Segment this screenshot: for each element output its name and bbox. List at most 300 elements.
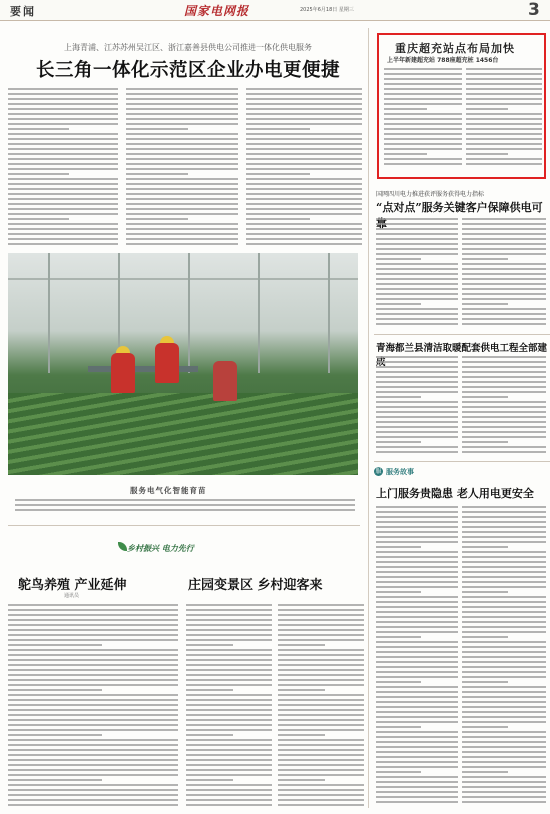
text-line xyxy=(186,799,272,801)
text-line xyxy=(376,253,458,255)
text-line xyxy=(462,366,546,368)
text-line xyxy=(8,784,178,786)
text-line xyxy=(462,376,546,378)
text-line xyxy=(278,764,364,766)
text-line xyxy=(376,366,458,368)
text-line xyxy=(376,651,458,653)
text-line xyxy=(466,158,542,160)
text-line xyxy=(376,721,458,723)
text-line xyxy=(376,233,458,235)
text-line xyxy=(126,148,238,150)
text-line xyxy=(462,268,546,270)
text-line xyxy=(376,661,458,663)
text-line xyxy=(462,323,546,325)
text-line xyxy=(8,178,118,180)
text-line xyxy=(466,113,542,115)
text-line xyxy=(462,616,546,618)
text-line xyxy=(186,694,272,696)
text-line xyxy=(462,288,546,290)
text-line xyxy=(246,183,362,185)
text-line xyxy=(462,526,546,528)
text-line xyxy=(246,118,362,120)
text-line xyxy=(8,764,178,766)
text-line xyxy=(246,153,362,155)
text-line xyxy=(8,699,178,701)
text-line xyxy=(462,396,508,398)
text-line xyxy=(186,719,272,721)
text-line xyxy=(126,213,238,215)
text-line xyxy=(462,621,546,623)
text-line xyxy=(186,709,272,711)
text-line xyxy=(186,704,272,706)
text-line xyxy=(466,118,542,120)
text-line xyxy=(384,78,462,80)
text-line xyxy=(462,661,546,663)
text-line xyxy=(462,298,546,300)
text-line xyxy=(126,198,238,200)
text-line xyxy=(462,446,546,448)
text-line xyxy=(246,213,362,215)
text-line xyxy=(376,376,458,378)
text-line xyxy=(462,318,546,320)
text-line xyxy=(462,791,546,793)
text-line xyxy=(376,791,458,793)
text-line xyxy=(8,804,178,806)
lead-body-col-2 xyxy=(126,88,238,248)
text-line xyxy=(376,426,458,428)
text-line xyxy=(126,163,238,165)
text-line xyxy=(8,128,69,130)
text-line xyxy=(462,801,546,803)
text-line xyxy=(246,178,362,180)
text-line xyxy=(462,546,508,548)
text-line xyxy=(376,786,458,788)
text-line xyxy=(126,88,238,90)
text-line xyxy=(278,604,364,606)
text-line xyxy=(126,243,238,245)
text-line xyxy=(376,696,458,698)
dateline: 2025年6月18日 星期三 xyxy=(300,7,354,13)
text-line xyxy=(8,719,178,721)
text-line xyxy=(462,541,546,543)
text-line xyxy=(384,163,462,165)
text-line xyxy=(246,233,362,235)
text-line xyxy=(246,148,362,150)
text-line xyxy=(462,631,546,633)
text-line xyxy=(186,744,272,746)
text-line xyxy=(376,441,421,443)
text-line xyxy=(246,98,362,100)
text-line xyxy=(8,769,178,771)
text-line xyxy=(186,624,272,626)
text-line xyxy=(376,391,458,393)
text-line xyxy=(462,283,546,285)
text-line xyxy=(278,644,325,646)
text-line xyxy=(462,436,546,438)
text-line xyxy=(186,674,272,676)
text-line xyxy=(8,609,178,611)
text-line xyxy=(8,689,102,691)
text-line xyxy=(462,293,546,295)
text-line xyxy=(376,521,458,523)
text-line xyxy=(376,726,421,728)
text-line xyxy=(376,268,458,270)
text-line xyxy=(186,749,272,751)
text-line xyxy=(376,263,458,265)
text-line xyxy=(8,163,118,165)
text-line xyxy=(186,724,272,726)
text-line xyxy=(126,108,238,110)
text-line xyxy=(126,128,188,130)
text-line xyxy=(8,148,118,150)
text-line xyxy=(8,799,178,801)
text-line xyxy=(126,133,238,135)
text-line xyxy=(186,789,272,791)
text-line xyxy=(384,153,427,155)
text-line xyxy=(278,674,364,676)
text-line xyxy=(376,741,458,743)
text-line xyxy=(8,223,118,225)
text-line xyxy=(8,629,178,631)
text-line xyxy=(462,581,546,583)
text-line xyxy=(466,78,542,80)
text-line xyxy=(278,609,364,611)
lead-body-col-1 xyxy=(8,88,118,248)
text-line xyxy=(246,243,362,245)
text-line xyxy=(126,168,238,170)
text-line xyxy=(8,794,178,796)
text-line xyxy=(8,729,178,731)
text-line xyxy=(15,509,355,511)
text-line xyxy=(8,143,118,145)
text-line xyxy=(186,769,272,771)
text-line xyxy=(462,431,546,433)
text-line xyxy=(8,759,178,761)
text-line xyxy=(462,756,546,758)
text-line xyxy=(462,361,546,363)
text-line xyxy=(278,729,364,731)
featured-subtitle: 上半年新建超充站 788座超充桩 1456台 xyxy=(387,57,499,64)
text-line xyxy=(462,411,546,413)
text-line xyxy=(384,83,462,85)
text-line xyxy=(8,624,178,626)
featured-title: 重庆超充站点布局加快 xyxy=(395,42,515,55)
text-line xyxy=(278,704,364,706)
leaf-icon xyxy=(118,542,127,551)
text-line xyxy=(186,604,272,606)
text-line xyxy=(278,709,364,711)
text-line xyxy=(462,571,546,573)
page-header xyxy=(0,0,550,21)
text-line xyxy=(462,701,546,703)
text-line xyxy=(8,183,118,185)
text-line xyxy=(462,371,546,373)
text-line xyxy=(462,521,546,523)
text-line xyxy=(376,313,458,315)
text-line xyxy=(462,561,546,563)
text-line xyxy=(246,128,310,130)
text-line xyxy=(278,734,325,736)
text-line xyxy=(384,148,462,150)
text-line xyxy=(278,724,364,726)
text-line xyxy=(462,611,546,613)
text-line xyxy=(462,731,546,733)
text-line xyxy=(376,371,458,373)
text-line xyxy=(376,681,421,683)
text-line xyxy=(278,744,364,746)
text-line xyxy=(15,499,355,501)
text-line xyxy=(126,93,238,95)
text-line xyxy=(278,689,325,691)
text-line xyxy=(126,188,238,190)
featured-body-col-1 xyxy=(384,68,462,172)
text-line xyxy=(8,679,178,681)
text-line xyxy=(466,143,542,145)
text-line xyxy=(376,701,458,703)
story3-body-col-2 xyxy=(462,356,546,456)
text-line xyxy=(376,586,458,588)
text-line xyxy=(376,666,458,668)
text-line xyxy=(462,248,546,250)
text-line xyxy=(126,223,238,225)
text-line xyxy=(462,263,546,265)
text-line xyxy=(462,686,546,688)
story2-headline: “点对点”服务关键客户保障供电可靠 xyxy=(376,201,543,230)
text-line xyxy=(384,68,462,70)
text-line xyxy=(462,721,546,723)
text-line xyxy=(8,173,69,175)
text-line xyxy=(8,198,118,200)
rural-story-byline-1: 通讯员 xyxy=(64,593,80,599)
text-line xyxy=(278,799,364,801)
text-line xyxy=(278,679,364,681)
text-line xyxy=(376,243,458,245)
text-line xyxy=(466,108,508,110)
text-line xyxy=(126,233,238,235)
text-line xyxy=(376,671,458,673)
text-line xyxy=(376,776,458,778)
text-line xyxy=(376,591,421,593)
text-line xyxy=(246,188,362,190)
text-line xyxy=(246,203,362,205)
text-line xyxy=(384,158,462,160)
text-line xyxy=(376,273,458,275)
text-line xyxy=(376,596,458,598)
text-line xyxy=(278,714,364,716)
text-line xyxy=(384,98,462,100)
text-line xyxy=(462,591,508,593)
text-line xyxy=(8,103,118,105)
text-line xyxy=(8,714,178,716)
rural-story-title-1: 鸵鸟养殖 产业延伸 xyxy=(18,578,127,593)
text-line xyxy=(8,619,178,621)
text-line xyxy=(376,761,458,763)
text-line xyxy=(278,639,364,641)
text-line xyxy=(186,649,272,651)
text-line xyxy=(278,659,364,661)
text-line xyxy=(126,238,238,240)
text-line xyxy=(246,108,362,110)
text-line xyxy=(466,103,542,105)
text-line xyxy=(246,103,362,105)
text-line xyxy=(278,624,364,626)
text-line xyxy=(376,278,458,280)
text-line xyxy=(466,93,542,95)
text-line xyxy=(8,133,118,135)
text-line xyxy=(462,391,546,393)
text-line xyxy=(376,323,458,325)
text-line xyxy=(376,576,458,578)
text-line xyxy=(462,258,508,260)
text-line xyxy=(186,714,272,716)
text-line xyxy=(376,446,458,448)
text-line xyxy=(186,619,272,621)
text-line xyxy=(462,711,546,713)
text-line xyxy=(462,381,546,383)
text-line xyxy=(466,148,542,150)
text-line xyxy=(384,123,462,125)
text-line xyxy=(462,601,546,603)
text-line xyxy=(376,626,458,628)
text-line xyxy=(8,614,178,616)
text-line xyxy=(246,158,362,160)
text-line xyxy=(8,138,118,140)
text-line xyxy=(8,158,118,160)
text-line xyxy=(462,218,546,220)
text-line xyxy=(8,604,178,606)
text-line xyxy=(462,716,546,718)
text-line xyxy=(186,684,272,686)
text-line xyxy=(246,228,362,230)
text-line xyxy=(462,771,508,773)
text-line xyxy=(376,411,458,413)
service-badge-label: 服务故事 xyxy=(386,468,414,476)
photo-caption-title: 服务电气化智能育苗 xyxy=(130,486,207,495)
text-line xyxy=(8,744,178,746)
text-line xyxy=(8,213,118,215)
text-line xyxy=(15,504,355,506)
text-line xyxy=(462,406,546,408)
text-line xyxy=(278,684,364,686)
text-line xyxy=(186,639,272,641)
text-line xyxy=(462,576,546,578)
text-line xyxy=(8,649,178,651)
text-line xyxy=(462,356,546,358)
page-number: 3 xyxy=(528,0,540,20)
text-line xyxy=(376,283,458,285)
text-line xyxy=(462,696,546,698)
text-line xyxy=(462,681,508,683)
text-line xyxy=(278,779,325,781)
text-line xyxy=(8,789,178,791)
text-line xyxy=(186,629,272,631)
text-line xyxy=(376,711,458,713)
text-line xyxy=(462,516,546,518)
text-line xyxy=(376,716,458,718)
text-line xyxy=(278,789,364,791)
text-line xyxy=(8,88,118,90)
text-line xyxy=(126,123,238,125)
text-line xyxy=(376,386,458,388)
text-line xyxy=(186,654,272,656)
text-line xyxy=(278,774,364,776)
text-line xyxy=(462,671,546,673)
text-line xyxy=(186,634,272,636)
news-photo xyxy=(8,253,358,475)
text-line xyxy=(376,566,458,568)
text-line xyxy=(376,771,421,773)
text-line xyxy=(126,178,238,180)
text-line xyxy=(376,421,458,423)
text-line xyxy=(376,248,458,250)
text-line xyxy=(376,551,458,553)
text-line xyxy=(466,153,508,155)
text-line xyxy=(384,113,462,115)
text-line xyxy=(376,516,458,518)
service-body-col-2 xyxy=(462,506,546,806)
story2-body-col-2 xyxy=(462,218,546,328)
text-line xyxy=(186,794,272,796)
text-line xyxy=(126,208,238,210)
text-line xyxy=(466,133,542,135)
text-line xyxy=(278,649,364,651)
text-line xyxy=(376,631,458,633)
text-line xyxy=(126,228,238,230)
text-line xyxy=(384,118,462,120)
text-line xyxy=(8,238,118,240)
text-line xyxy=(186,669,272,671)
text-line xyxy=(278,804,364,806)
text-line xyxy=(8,709,178,711)
text-line xyxy=(376,258,421,260)
lead-headline: 长三角一体化示范区企业办电更便捷 xyxy=(35,60,340,81)
text-line xyxy=(126,143,238,145)
text-line xyxy=(384,73,462,75)
text-line xyxy=(376,796,458,798)
text-line xyxy=(462,651,546,653)
text-line xyxy=(278,759,364,761)
text-line xyxy=(376,298,458,300)
story3-headline: 青海都兰县清洁取暖配套供电工程全部建 xyxy=(376,343,548,354)
text-line xyxy=(186,664,272,666)
service-badge-icon: 服 xyxy=(375,468,382,475)
story2-body-col-1 xyxy=(376,218,458,328)
text-line xyxy=(246,123,362,125)
text-line xyxy=(376,381,458,383)
lead-body-col-3 xyxy=(246,88,362,248)
text-line xyxy=(462,273,546,275)
text-line xyxy=(8,669,178,671)
text-line xyxy=(376,781,458,783)
text-line xyxy=(8,208,118,210)
text-line xyxy=(8,113,118,115)
text-line xyxy=(462,386,546,388)
text-line xyxy=(376,218,458,220)
text-line xyxy=(278,669,364,671)
text-line xyxy=(8,218,69,220)
story3-body-col-1 xyxy=(376,356,458,456)
text-line xyxy=(466,73,542,75)
rural-banner: 乡村振兴 电力先行 xyxy=(127,544,194,553)
text-line xyxy=(376,656,458,658)
text-line xyxy=(376,303,421,305)
text-line xyxy=(8,634,178,636)
text-line xyxy=(8,754,178,756)
text-line xyxy=(186,644,233,646)
text-line xyxy=(462,676,546,678)
text-line xyxy=(246,193,362,195)
text-line xyxy=(376,318,458,320)
